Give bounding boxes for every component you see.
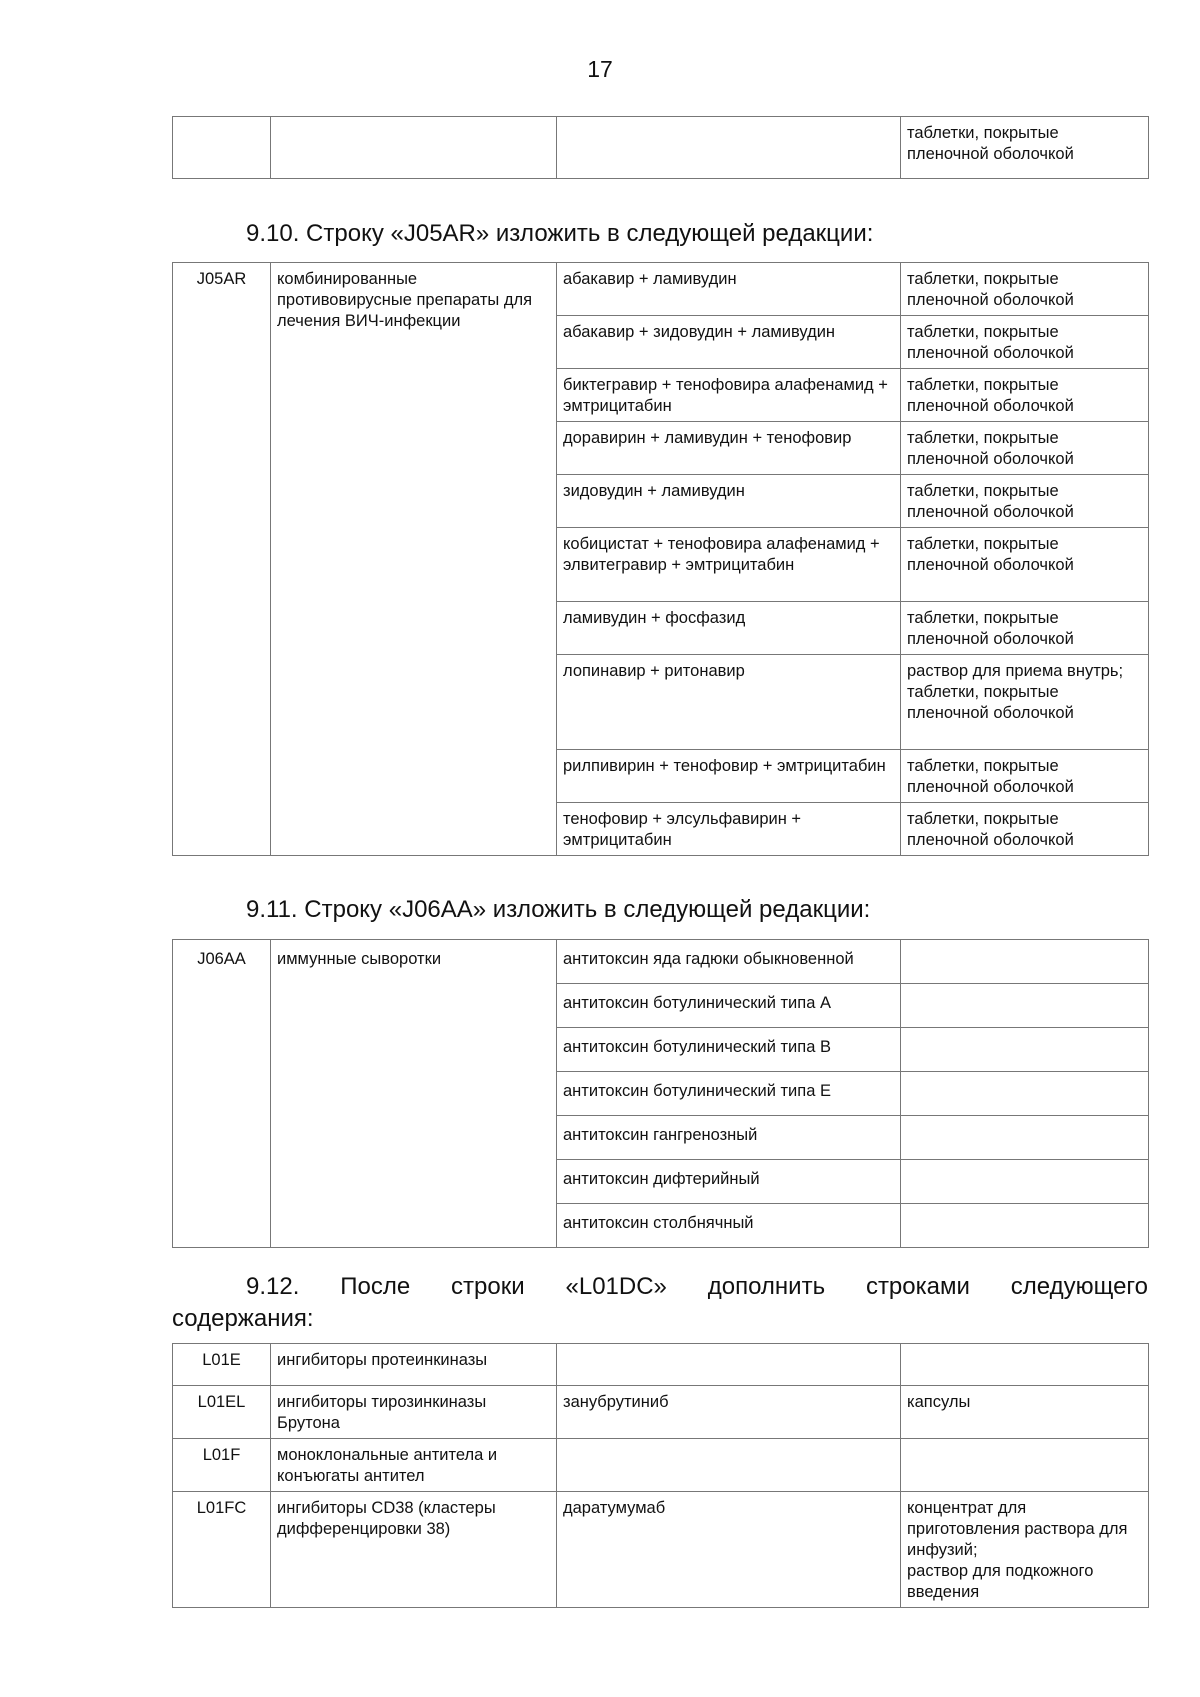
drug-cell: ламивудин + фосфазид — [557, 602, 901, 655]
atc-code-cell: L01EL — [173, 1386, 271, 1439]
form-cell: таблетки, покрытые пленочной оболочкой — [901, 422, 1149, 475]
form-cell — [901, 1116, 1149, 1160]
table-row — [173, 263, 1149, 316]
drug-cell: зидовудин + ламивудин — [557, 475, 901, 528]
form-cell: капсулы — [901, 1386, 1149, 1439]
section-heading-9-12 — [172, 1271, 1148, 1335]
drug-cell — [557, 117, 901, 179]
continuation-table — [172, 116, 1149, 179]
drug-cell: рилпивирин + тенофовир + эмтрицитабин — [557, 750, 901, 803]
group-cell: иммунные сыворотки — [271, 940, 557, 1248]
form-cell: таблетки, покрытые пленочной оболочкой — [901, 369, 1149, 422]
drug-cell: антитоксин дифтерийный — [557, 1160, 901, 1204]
atc-code-cell: L01E — [173, 1344, 271, 1386]
heading-text-line2: содержания: — [172, 1305, 314, 1332]
table-row — [173, 1439, 1149, 1492]
drug-cell: антитоксин ботулинический типа B — [557, 1028, 901, 1072]
atc-code-cell: J06AA — [173, 940, 271, 1248]
group-cell — [271, 117, 557, 179]
atc-code-cell — [173, 117, 271, 179]
drug-cell: лопинавир + ритонавир — [557, 655, 901, 750]
table-row — [173, 1344, 1149, 1386]
table-row — [173, 1386, 1149, 1439]
atc-code-cell: L01F — [173, 1439, 271, 1492]
form-cell: концентрат для приготовления раствора для инфузий; раствор для подкожного введения — [901, 1492, 1149, 1608]
group-cell: ингибиторы тирозинкиназы Брутона — [271, 1386, 557, 1439]
drug-cell: абакавир + ламивудин — [557, 263, 901, 316]
form-cell: таблетки, покрытые пленочной оболочкой — [901, 117, 1149, 179]
heading-text-line1: 9.12. После строки «L01DC» дополнить строками следующего — [246, 1273, 1148, 1300]
form-cell — [901, 1072, 1149, 1116]
group-cell: комбинированные противовирусные препараты для лечения ВИЧ-инфекции — [271, 263, 557, 856]
heading-text: 9.10. Строку «J05AR» изложить в следующей редакции: — [246, 220, 874, 247]
drug-cell: антитоксин столбнячный — [557, 1204, 901, 1248]
l01-table — [172, 1343, 1149, 1608]
drug-cell: антитоксин яда гадюки обыкновенной — [557, 940, 901, 984]
drug-cell: антитоксин ботулинический типа A — [557, 984, 901, 1028]
table-row — [173, 117, 1149, 179]
section-heading-9-10 — [172, 218, 1148, 250]
table-row — [173, 940, 1149, 984]
form-cell: таблетки, покрытые пленочной оболочкой — [901, 263, 1149, 316]
drug-cell — [557, 1344, 901, 1386]
atc-code-cell: J05AR — [173, 263, 271, 856]
form-cell: таблетки, покрытые пленочной оболочкой — [901, 528, 1149, 602]
form-cell — [901, 1439, 1149, 1492]
group-cell: моноклональные антитела и конъюгаты антител — [271, 1439, 557, 1492]
form-cell — [901, 984, 1149, 1028]
form-cell: таблетки, покрытые пленочной оболочкой — [901, 602, 1149, 655]
group-cell: ингибиторы CD38 (кластеры дифференцировки 38) — [271, 1492, 557, 1608]
drug-cell: тенофовир + элсульфавирин + эмтрицитабин — [557, 803, 901, 856]
drug-cell: доравирин + ламивудин + тенофовир — [557, 422, 901, 475]
form-cell — [901, 1028, 1149, 1072]
heading-text: 9.11. Строку «J06AA» изложить в следующей редакции: — [246, 896, 871, 923]
form-cell: таблетки, покрытые пленочной оболочкой — [901, 316, 1149, 369]
form-cell: раствор для приема внутрь; таблетки, покрытые пленочной оболочкой — [901, 655, 1149, 750]
drug-cell: занубрутиниб — [557, 1386, 901, 1439]
drug-cell: абакавир + зидовудин + ламивудин — [557, 316, 901, 369]
atc-code-cell: L01FC — [173, 1492, 271, 1608]
drug-cell — [557, 1439, 901, 1492]
form-cell — [901, 1160, 1149, 1204]
drug-cell: даратумумаб — [557, 1492, 901, 1608]
j05ar-table — [172, 262, 1149, 856]
drug-cell: биктегравир + тенофовира алафенамид + эмтрицитабин — [557, 369, 901, 422]
form-cell: таблетки, покрытые пленочной оболочкой — [901, 750, 1149, 803]
form-cell: таблетки, покрытые пленочной оболочкой — [901, 803, 1149, 856]
form-cell: таблетки, покрытые пленочной оболочкой — [901, 475, 1149, 528]
page-number: 17 — [587, 56, 613, 82]
form-cell — [901, 1344, 1149, 1386]
group-cell: ингибиторы протеинкиназы — [271, 1344, 557, 1386]
form-cell — [901, 940, 1149, 984]
drug-cell: кобицистат + тенофовира алафенамид + элвитегравир + эмтрицитабин — [557, 528, 901, 602]
drug-cell: антитоксин ботулинический типа E — [557, 1072, 901, 1116]
section-heading-9-11 — [172, 894, 1148, 926]
drug-cell: антитоксин гангренозный — [557, 1116, 901, 1160]
form-cell — [901, 1204, 1149, 1248]
j06aa-table — [172, 939, 1149, 1248]
table-row — [173, 1492, 1149, 1608]
